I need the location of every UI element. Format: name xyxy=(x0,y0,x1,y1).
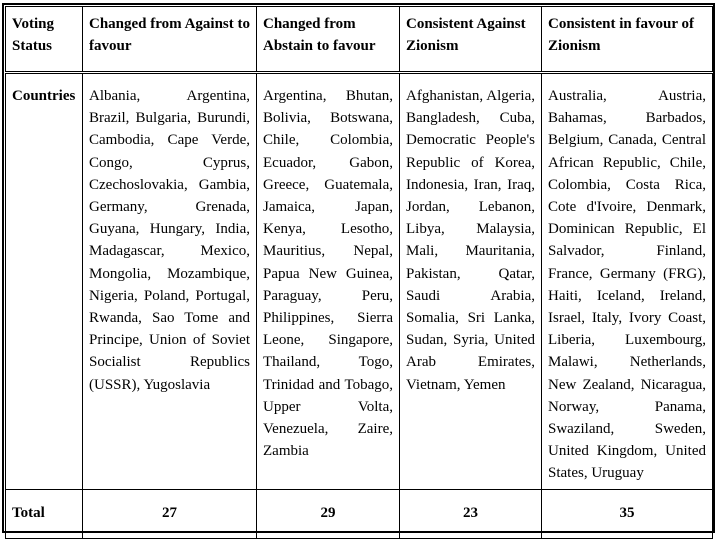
changed-against-to-favour-header: Changed from Against to favour xyxy=(83,7,257,73)
changed-against-to-favour-countries: Albania, Argentina, Brazil, Bulgaria, Burundi, Cambodia, Cape Verde, Congo, Cyprus, Czechoslovakia, Gambia, Germany, Grenada, Guyana, Hungary, India, Madagascar, Mexico, Mongolia, Mozambique, Nigeria, Poland, Portugal, Rwanda, Sao Tome and Principe, Union of Soviet Socialist Republics (USSR), Yugoslavia xyxy=(83,73,257,490)
countries-row xyxy=(6,73,713,490)
total-label: Total xyxy=(6,489,83,538)
changed-abstain-to-favour-header: Changed from Abstain to favour xyxy=(257,7,400,73)
changed-abstain-to-favour-countries: Argentina, Bhutan, Bolivia, Botswana, Chile, Colombia, Ecuador, Gabon, Greece, Guatemala, Jamaica, Japan, Kenya, Lesotho, Mauritius, Nepal, Papua New Guinea, Paraguay, Peru, Philippines, Sierra Leone, Singapore, Thailand, Togo, Trinidad and Tobago, Upper Volta, Venezuela, Zaire, Zambia xyxy=(257,73,400,490)
consistent-in-favour-total: 35 xyxy=(542,489,713,538)
consistent-against-countries: Afghanistan, Algeria, Bangladesh, Cuba, Democratic People's Republic of Korea, Indonesia, Iran, Iraq, Jordan, Lebanon, Libya, Malaysia, Mali, Mauritania, Pakistan, Qatar, Saudi Arabia, Somalia, Sri Lanka, Sudan, Syria, United Arab Emirates, Vietnam, Yemen xyxy=(400,73,542,490)
voting-status-header: Voting Status xyxy=(6,7,83,73)
consistent-against-header: Consistent Against Zionism xyxy=(400,7,542,73)
voting-table xyxy=(5,6,713,539)
consistent-in-favour-countries: Australia, Austria, Bahamas, Barbados, Belgium, Canada, Central African Republic, Chile, Colombia, Costa Rica, Cote d'Ivoire, Denmark, Dominican Republic, El Salvador, Finland, France, Germany (FRG), Haiti, Iceland, Ireland, Israel, Italy, Ivory Coast, Liberia, Luxembourg, Malawi, Netherlands, New Zealand, Nicaragua, Norway, Panama, Swaziland, Sweden, United Kingdom, United States, Uruguay xyxy=(542,73,713,490)
changed-against-to-favour-total: 27 xyxy=(83,489,257,538)
consistent-against-total: 23 xyxy=(400,489,542,538)
header-row xyxy=(6,7,713,73)
consistent-in-favour-header: Consistent in favour of Zionism xyxy=(542,7,713,73)
changed-abstain-to-favour-total: 29 xyxy=(257,489,400,538)
total-row xyxy=(6,489,713,538)
countries-label: Countries xyxy=(6,73,83,490)
